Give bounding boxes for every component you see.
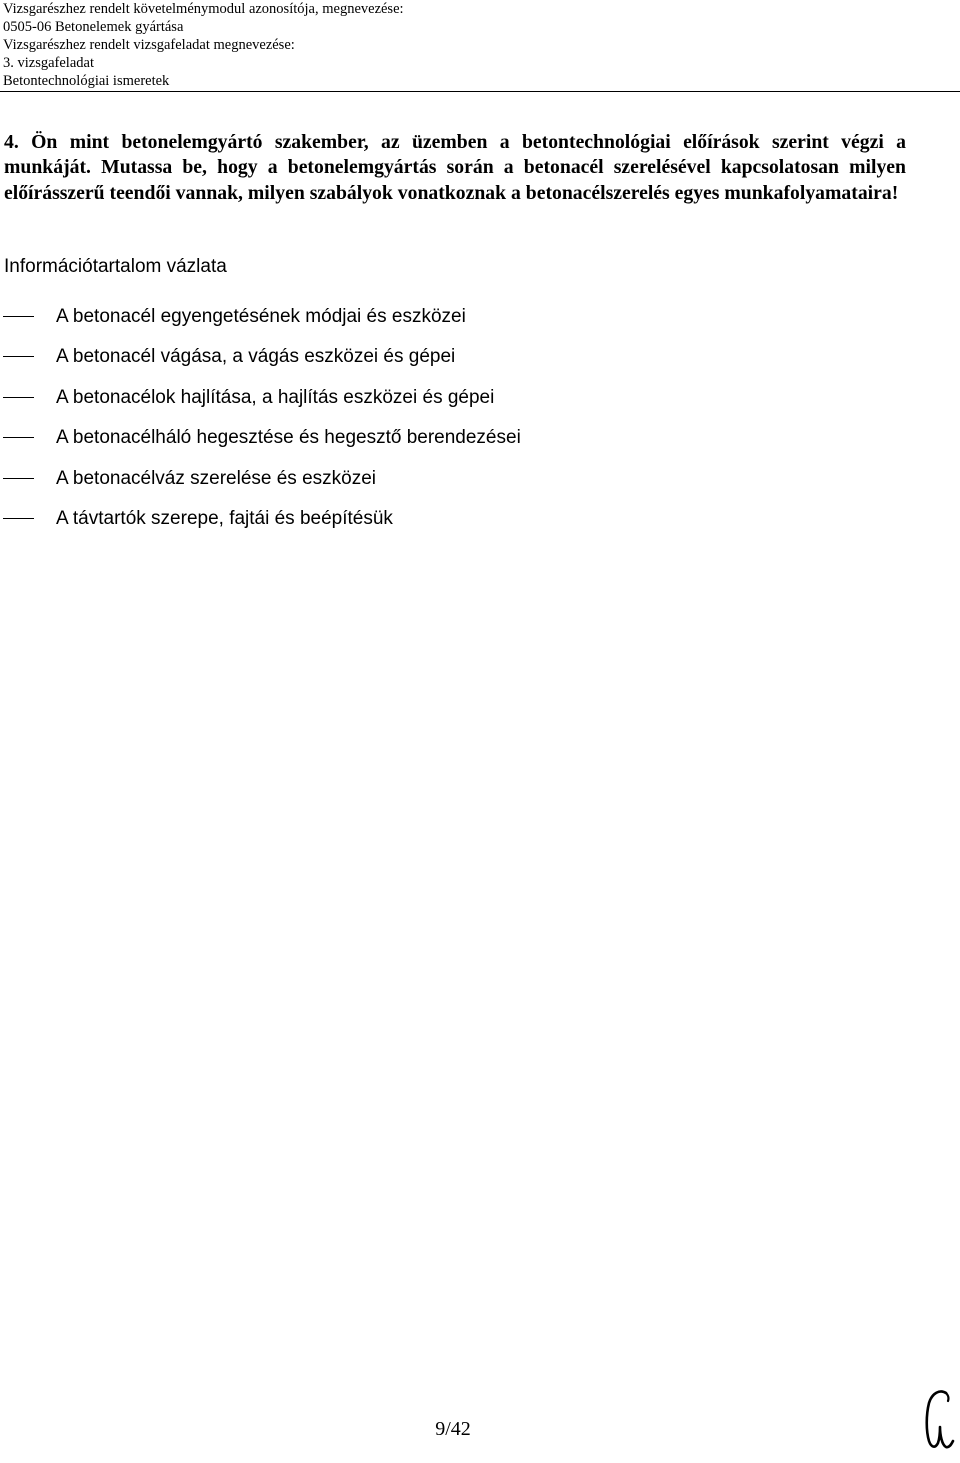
list-item xyxy=(0,506,900,546)
list-item-text: A betonacélháló hegesztése és hegesztő berendezései xyxy=(56,427,521,449)
list-item xyxy=(0,385,900,425)
list-item xyxy=(0,304,900,344)
document-header xyxy=(3,0,943,90)
list-item xyxy=(0,425,900,465)
outline-title: Információtartalom vázlata xyxy=(4,256,227,277)
dash-bullet-icon xyxy=(3,518,34,519)
dash-bullet-icon xyxy=(3,356,34,357)
header-task-number: 3. vizsgafeladat xyxy=(3,55,94,71)
question-text: 4. Ön mint betonelemgyártó szakember, az üzemben a betontechnológiai előírások szerint végzi a munkáját. Mutassa be, hogy a betonelemgyártás során a betonacél szerelésével kapcsolatosan milyen előírásszerű teendői vannak, milyen szabályok vonatkoznak a betonacélszerelés egyes munkafolyamataira! xyxy=(4,131,906,204)
list-item-text: A távtartók szerepe, fajtái és beépítésük xyxy=(56,507,393,529)
header-divider xyxy=(0,91,960,92)
list-item-text: A betonacél vágása, a vágás eszközei és gépei xyxy=(56,346,456,368)
signature-icon xyxy=(918,1387,958,1463)
header-task-label: Vizsgarészhez rendelt vizsgafeladat megnevezése: xyxy=(3,37,295,53)
header-module-label: Vizsgarészhez rendelt követelménymodul azonosítója, megnevezése: xyxy=(3,1,404,17)
dash-bullet-icon xyxy=(3,437,34,438)
list-item-text: A betonacélok hajlítása, a hajlítás eszközei és gépei xyxy=(56,386,495,408)
list-item xyxy=(0,344,900,384)
header-task-name: Betontechnológiai ismeretek xyxy=(3,73,170,89)
outline-list xyxy=(0,304,900,546)
page-number: 9/42 xyxy=(435,1418,471,1440)
list-item-text: A betonacélváz szerelése és eszközei xyxy=(56,467,377,489)
list-item xyxy=(0,466,900,506)
dash-bullet-icon xyxy=(3,478,34,479)
list-item-text: A betonacél egyengetésének módjai és eszközei xyxy=(56,306,466,327)
dash-bullet-icon xyxy=(3,316,34,317)
dash-bullet-icon xyxy=(3,397,34,398)
header-module-name: 0505-06 Betonelemek gyártása xyxy=(3,19,184,35)
